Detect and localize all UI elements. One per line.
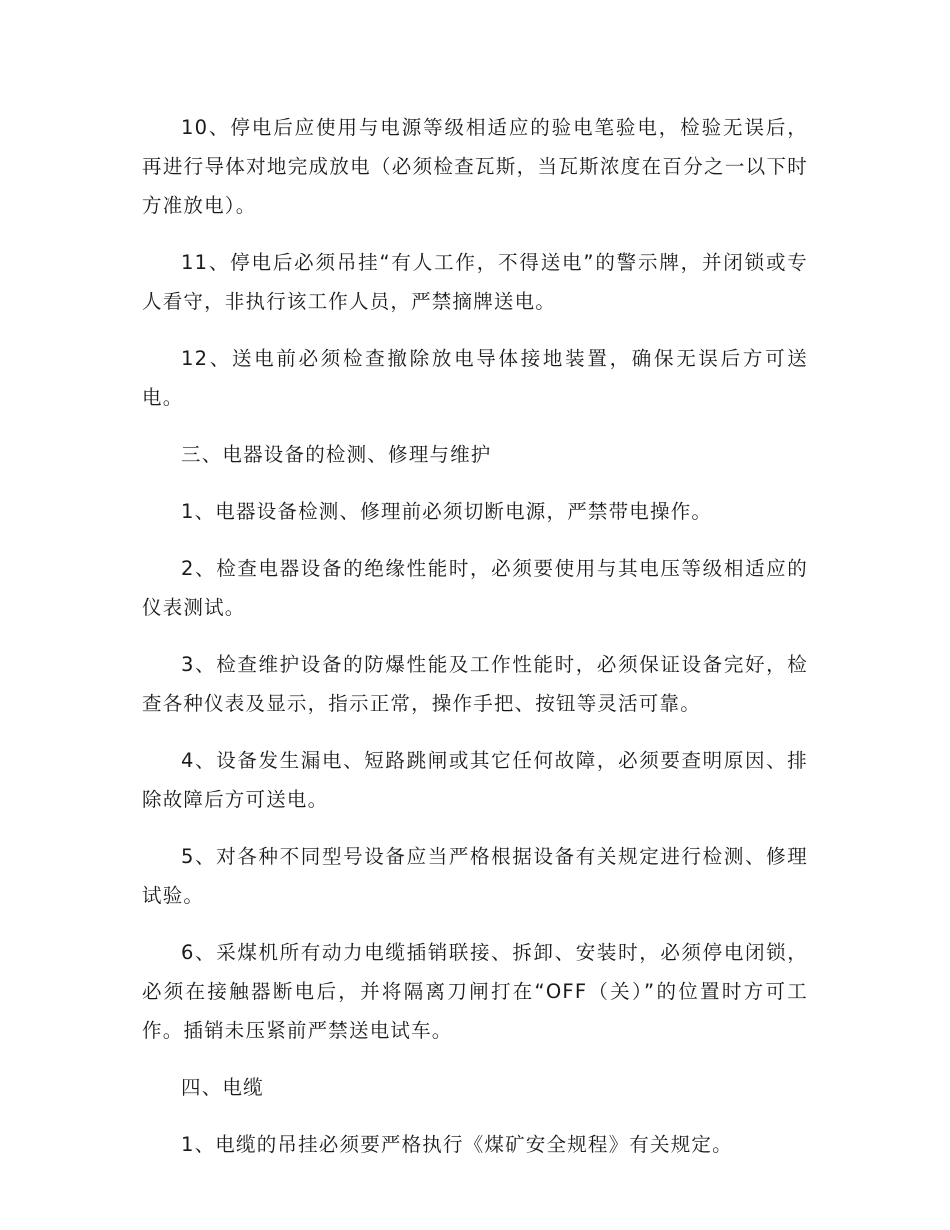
paragraph-item-12: 12、送电前必须检查撤除放电导体接地装置，确保无误后方可送电。: [142, 347, 808, 409]
paragraph-item-1: 1、电器设备检测、修理前必须切断电源，严禁带电操作。: [181, 500, 713, 523]
cable-paragraph-item-1: 1、电缆的吊挂必须要严格执行《煤矿安全规程》有关规定。: [181, 1133, 733, 1156]
paragraph-item-6: 6、采煤机所有动力电缆插销联接、拆卸、安装时，必须停电闭锁，必须在接触器断电后，并将隔离刀闸打在“OFF（关）”的位置时方可工作。插销未压紧前严禁送电试车。: [142, 941, 808, 1042]
paragraph-item-3: 3、检查维护设备的防爆性能及工作性能时，必须保证设备完好，检查各种仪表及显示，指示正常，操作手把、按钮等灵活可靠。: [142, 653, 808, 715]
paragraph-item-4: 4、设备发生漏电、短路跳闸或其它任何故障，必须要查明原因、排除故障后方可送电。: [142, 749, 808, 811]
section-heading-4: 四、电缆: [181, 1076, 264, 1099]
section-heading-3: 三、电器设备的检测、修理与维护: [181, 443, 492, 466]
paragraph-item-2: 2、检查电器设备的绝缘性能时，必须要使用与其电压等级相适应的仪表测试。: [142, 557, 808, 619]
paragraph-item-11: 11、停电后必须吊挂“有人工作，不得送电”的警示牌，并闭锁或专人看守，非执行该工作人员，严禁摘牌送电。: [142, 251, 808, 313]
paragraph-item-10: 10、停电后应使用与电源等级相适应的验电笔验电，检验无误后，再进行导体对地完成放电（必须检查瓦斯，当瓦斯浓度在百分之一以下时方准放电）。: [142, 116, 808, 217]
document-body: [142, 108, 808, 1182]
paragraph-item-5: 5、对各种不同型号设备应当严格根据设备有关规定进行检测、修理试验。: [142, 845, 808, 907]
